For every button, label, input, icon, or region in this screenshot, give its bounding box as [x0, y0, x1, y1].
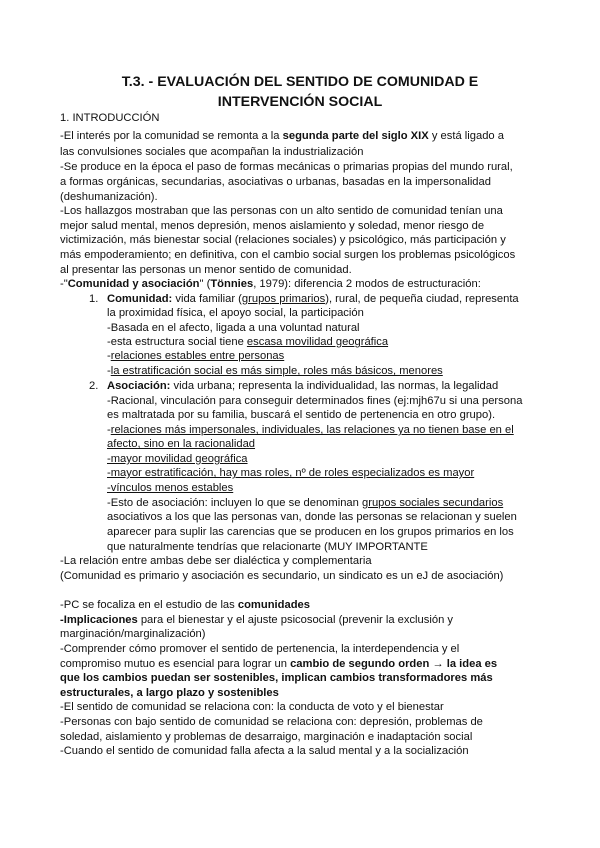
- list-number: 2.: [89, 380, 99, 392]
- text-line: -mayor movilidad geográfica: [107, 453, 248, 465]
- document-title: [72, 72, 528, 112]
- text-line: -Personas con bajo sentido de comunidad se relaciona con: depresión, problemas de: [60, 716, 483, 728]
- text-line: -mayor estratificación, hay mas roles, nº de roles especializados es mayor: [107, 467, 475, 479]
- text-line: -Cuando el sentido de comunidad falla afecta a la salud mental y a la socialización: [60, 745, 469, 757]
- list-item: Asociación: vida urbana; representa la individualidad, las normas, la legalidad: [107, 380, 499, 392]
- text-line: es maltratada por su familia, buscará el sentido de pertenencia en otro grupo).: [107, 409, 496, 421]
- text-line: marginación/marginalización): [60, 628, 206, 640]
- text-line: -El interés por la comunidad se remonta a la segunda parte del siglo XIX y está ligado a: [60, 130, 504, 142]
- text-line: -Esto de asociación: incluyen lo que se denominan grupos sociales secundarios: [107, 497, 504, 509]
- text-line: -Comprender cómo promover el sentido de pertenencia, la interdependencia y el: [60, 643, 460, 655]
- text-line: -Los hallazgos mostraban que las personas con un alto sentido de comunidad tenían una: [60, 205, 503, 217]
- text-line: -Implicaciones para el bienestar y el ajuste psicosocial (prevenir la exclusión y: [60, 614, 453, 626]
- text-line: estructurales, a largo plazo y sostenibles: [60, 687, 279, 699]
- text-line: victimización, más bienestar social (relaciones sociales) y psicológico, más participación y: [60, 234, 506, 246]
- text-line: asociativos a los que las personas van, donde las personas se relacionan y suelen: [107, 511, 517, 523]
- text-line: -Racional, vinculación para conseguir determinados fines (ej:mjh67u si una persona: [107, 395, 523, 407]
- text-line: al presentar las personas un menor sentido de comunidad.: [60, 264, 352, 276]
- text-line: soledad, aislamiento y problemas de desarraigo, marginación e inadaptación social: [60, 731, 473, 743]
- text-line: -relaciones más impersonales, individuales, las relaciones ya no tienen base en el: [107, 424, 514, 436]
- text-line: -Se produce en la época el paso de formas mecánicas o primarias propias del mundo rural,: [60, 161, 513, 173]
- text-line: -la estratificación social es más simple, roles más básicos, menores: [107, 365, 443, 377]
- list-number: 1.: [89, 293, 99, 305]
- text-line: más empoderamiento; en definitiva, con el cambio social surgen los problemas psicológicos: [60, 249, 516, 261]
- text-line: las convulsiones sociales que acompañan la industrialización: [60, 146, 364, 158]
- list-item: Comunidad: vida familiar (grupos primarios), rural, de pequeña ciudad, representa: [107, 293, 519, 305]
- section-heading: 1. INTRODUCCIÓN: [60, 112, 160, 124]
- text-line: afecto, sino en la racionalidad: [107, 438, 256, 450]
- text-line: a formas orgánicas, secundarias, asociativas o urbanas, basadas en la impersonalidad: [60, 176, 491, 188]
- text-line: la proximidad física, el apoyo social, la participación: [107, 307, 364, 319]
- text-line: -La relación entre ambas debe ser dialéctica y complementaria: [60, 555, 372, 567]
- text-line: -relaciones estables entre personas: [107, 350, 285, 362]
- text-line: que naturalmente tendrías que relacionarte (MUY IMPORTANTE: [107, 541, 428, 553]
- text-line: -esta estructura social tiene escasa movilidad geográfica: [107, 336, 389, 348]
- text-line: (Comunidad es primario y asociación es secundario, un sindicato es un eJ de asociación): [60, 570, 504, 582]
- text-line: -vínculos menos estables: [107, 482, 234, 494]
- text-line: mejor salud mental, menos depresión, menos aislamiento y soledad, menor riesgo de: [60, 220, 485, 232]
- text-line: compromiso mutuo es esencial para lograr un cambio de segundo orden → la idea es: [60, 658, 498, 670]
- text-line: que los cambios puedan ser sostenibles, implican cambios transformadores más: [60, 672, 493, 684]
- text-line: -"Comunidad y asociación" (Tönnies, 1979): diferencia 2 modos de estructuración:: [60, 278, 481, 290]
- text-line: -Basada en el afecto, ligada a una voluntad natural: [107, 322, 360, 334]
- text-line: -El sentido de comunidad se relaciona con: la conducta de voto y el bienestar: [60, 701, 444, 713]
- text-line: -PC se focaliza en el estudio de las comunidades: [60, 599, 310, 611]
- text-line: (deshumanización).: [60, 191, 158, 203]
- title-line-2: INTERVENCIÓN SOCIAL: [217, 94, 383, 110]
- title-line-1: T.3. - EVALUACIÓN DEL SENTIDO DE COMUNIDAD E: [121, 74, 479, 90]
- text-line: aparecer para suplir las carencias que se producen en los grupos primarios en los: [107, 526, 514, 538]
